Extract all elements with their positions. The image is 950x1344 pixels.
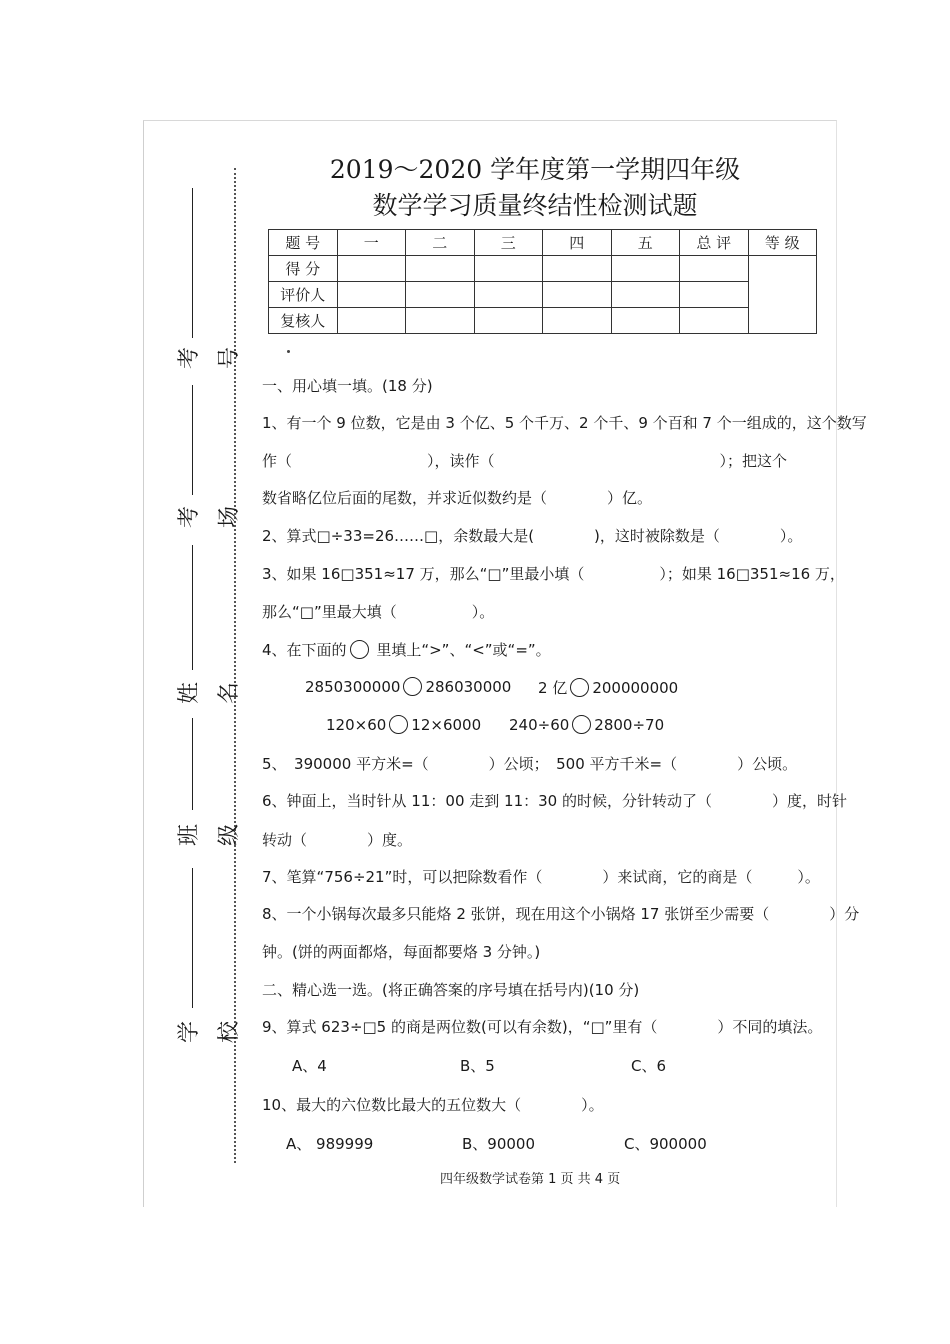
score-header-cell: 一 [337,230,406,256]
side-label-xuexiao: 学校 [177,1021,242,1044]
score-header-cell: 题 号 [269,230,338,256]
compare-right: 286030000 [425,678,512,696]
score-header-cell: 五 [611,230,680,256]
side-line-kaochang [192,385,193,495]
compare-item [509,715,664,734]
compare-left: 2 亿 [538,679,568,697]
score-table-row [269,282,817,308]
score-header-cell: 四 [543,230,612,256]
score-cell[interactable] [543,308,612,334]
score-table [268,229,817,334]
side-line-xingming [192,545,193,670]
question-line: 6、钟面上，当时针从 11：00 走到 11：30 的时候，分针转动了（ ）度，时针 [262,792,847,810]
compare-right: 200000000 [592,679,679,697]
score-cell[interactable] [406,308,475,334]
question-line: 2、算式□÷33=26……□，余数最大是( )，这时被除数是（ ）。 [262,527,803,545]
question-line: 作（ ），读作（ ）；把这个 [262,452,788,470]
side-label-kaochang: 考场 [177,506,242,529]
score-row-label: 复核人 [269,308,338,334]
score-cell[interactable] [474,308,543,334]
side-line-kaohao [192,188,193,338]
question-line: 数省略亿位后面的尾数，并求近似数约是（ ）亿。 [262,489,653,507]
score-table-row [269,308,817,334]
side-label-banji: 班级 [177,824,242,847]
score-cell[interactable] [337,282,406,308]
q10-option-a[interactable]: A、 989999 [286,1135,374,1153]
compare-right: 12×6000 [411,716,482,734]
score-cell[interactable] [474,256,543,282]
q9-option-b[interactable]: B、5 [460,1057,495,1075]
compare-left: 2850300000 [305,678,401,696]
compare-circle[interactable] [570,678,589,697]
q10-option-c[interactable]: C、900000 [624,1135,707,1153]
question-line: 转动（ ）度。 [262,831,413,849]
score-header-cell: 总 评 [680,230,749,256]
score-cell[interactable] [337,308,406,334]
side-label-xingming: 姓名 [177,682,242,705]
compare-circle[interactable] [389,715,408,734]
score-row-label: 评价人 [269,282,338,308]
compare-right: 2800÷70 [594,716,665,734]
exam-title-line2: 数学学习质量终结性检测试题 [372,191,698,220]
stray-dot [287,350,290,353]
score-cell[interactable] [543,256,612,282]
score-header-cell: 等 级 [748,230,817,256]
score-cell[interactable] [680,282,749,308]
compare-item [305,677,511,696]
question-line: 8、一个小锅每次最多只能烙 2 张饼，现在用这个小锅烙 17 张饼至少需要（ ）分 [262,905,860,923]
score-cell[interactable] [611,282,680,308]
score-header-cell: 二 [406,230,475,256]
compare-item [326,715,481,734]
score-cell[interactable] [543,282,612,308]
score-cell[interactable] [474,282,543,308]
compare-circle[interactable] [403,677,422,696]
score-cell[interactable] [611,256,680,282]
q10-option-b[interactable]: B、90000 [462,1135,536,1153]
question-line: 1、有一个 9 位数，它是由 3 个亿、5 个千万、2 个千、9 个百和 7 个一组成的，这个数写 [262,414,867,432]
section1-heading: 一、用心填一填。(18 分) [262,377,433,395]
binding-margin [160,0,242,1200]
question-line: 钟。(饼的两面都烙，每面都要烙 3 分钟。) [262,943,541,961]
compare-circle[interactable] [572,715,591,734]
score-table-row [269,256,817,282]
side-line-xuexiao [192,868,193,1008]
compare-item [538,677,678,698]
section2-heading: 二、精心选一选。(将正确答案的序号填在括号内)(10 分) [262,981,640,999]
score-cell[interactable] [406,256,475,282]
question-line: 5、 390000 平方米=（ ）公顷； 500 平方千米=（ ）公顷。 [262,755,798,773]
score-header-cell: 三 [474,230,543,256]
grade-cell[interactable] [748,256,817,334]
question-line: 7、笔算“756÷21”时，可以把除数看作（ ）来试商，它的商是（ ）。 [262,868,820,886]
compare-left: 120×60 [326,716,387,734]
question-9: 9、算式 623÷□5 的商是两位数(可以有余数)，“□”里有（ ）不同的填法。 [262,1018,823,1036]
circle-placeholder [350,640,369,659]
score-cell[interactable] [406,282,475,308]
question-10: 10、最大的六位数比最大的五位数大（ ）。 [262,1096,604,1114]
score-table-header-row [269,230,817,256]
page-footer: 四年级数学试卷第 1 页 共 4 页 [440,1172,621,1187]
score-cell[interactable] [680,308,749,334]
score-cell[interactable] [337,256,406,282]
side-label-kaohao: 考号 [177,347,242,370]
side-line-banji [192,718,193,810]
compare-left: 240÷60 [509,716,570,734]
question-line: 那么“□”里最大填（ ）。 [262,603,495,621]
q4-text-a: 4、在下面的 [262,641,347,659]
q4-text-b: 里填上“>”、“<”或“=”。 [376,641,551,659]
question-line-q4 [262,639,551,660]
score-row-label: 得 分 [269,256,338,282]
exam-title-line1: 2019～2020 学年度第一学期四年级 [329,155,741,184]
score-cell[interactable] [680,256,749,282]
q9-option-c[interactable]: C、6 [631,1057,667,1075]
q9-option-a[interactable]: A、4 [292,1057,327,1075]
binding-dotted-line [234,168,236,1163]
question-line: 3、如果 16□351≈17 万，那么“□”里最小填（ ）；如果 16□351≈16 万， [262,565,845,583]
score-cell[interactable] [611,308,680,334]
